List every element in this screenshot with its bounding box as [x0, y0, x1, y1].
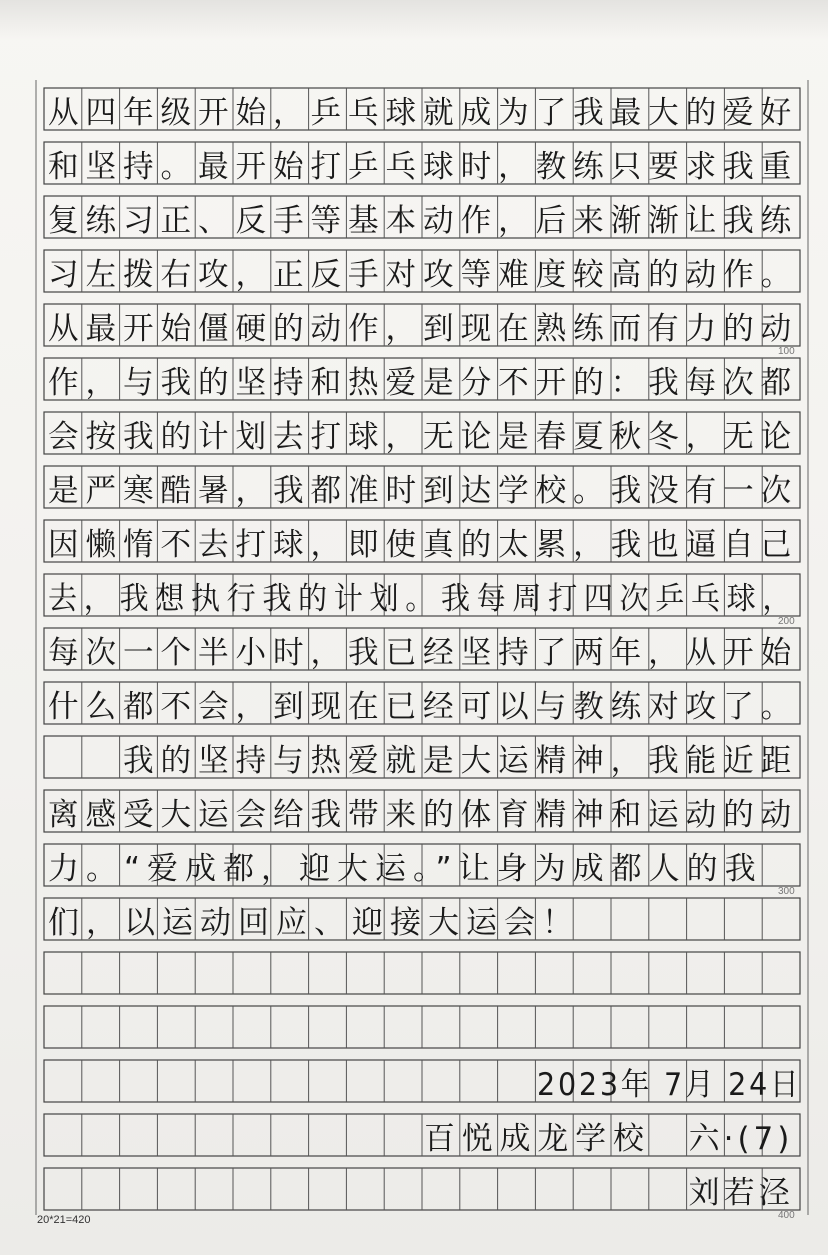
essay-line: 什么都不会，到现在已经可以与教练对攻了。: [48, 688, 799, 725]
essay-line: 每次一个半小时，我已经坚持了两年，从开始: [48, 634, 799, 671]
word-count-marker: 300: [778, 886, 795, 897]
essay-line: 因懒惰不去打球，即使真的太累，我也逼自己: [48, 526, 799, 563]
essay-line: 从最开始僵硬的动作，到现在熟练而有力的动: [48, 310, 799, 347]
essay-line: 离感受大运会给我带来的体育精神和运动的动: [48, 796, 799, 833]
essay-line: 我的坚持与热爱就是大运精神，我能近距: [48, 742, 799, 779]
essay-line: 作，与我的坚持和热爱是分不开的：我每次都: [48, 364, 799, 401]
essay-class: 六·(7): [688, 1120, 794, 1157]
essay-line: 从四年级开始，乒乓球就成为了我最大的爱好: [48, 94, 799, 131]
essay-school: 百悦成龙学校: [424, 1120, 651, 1157]
essay-line: 是严寒酷暑，我都准时到达学校。我没有一次: [48, 472, 799, 509]
grid-size-note: 20*21=420: [37, 1214, 91, 1226]
word-count-marker: 100: [778, 346, 795, 357]
essay-line: 们，以运动回应、迎接大运会！: [48, 904, 580, 941]
word-count-marker: 400: [778, 1210, 795, 1221]
essay-date: 2023年 7月 24日: [537, 1066, 802, 1103]
essay-author: 刘若泾: [688, 1174, 794, 1211]
essay-line: 力。“爱成都，迎大运。”让身为成都人的我: [48, 850, 763, 887]
essay-line: 和坚持。最开始打乒乓球时，教练只要求我重: [48, 148, 799, 185]
essay-line: 习左拨右攻，正反手对攻等难度较高的动作。: [48, 256, 799, 293]
word-count-marker: 200: [778, 616, 795, 627]
essay-line: 去，我想执行我的计划。我每周打四次乒乓球，: [48, 580, 799, 617]
essay-line: 复练习正、反手等基本动作，后来渐渐让我练: [48, 202, 799, 239]
essay-line: 会按我的计划去打球，无论是春夏秋冬，无论: [48, 418, 799, 455]
